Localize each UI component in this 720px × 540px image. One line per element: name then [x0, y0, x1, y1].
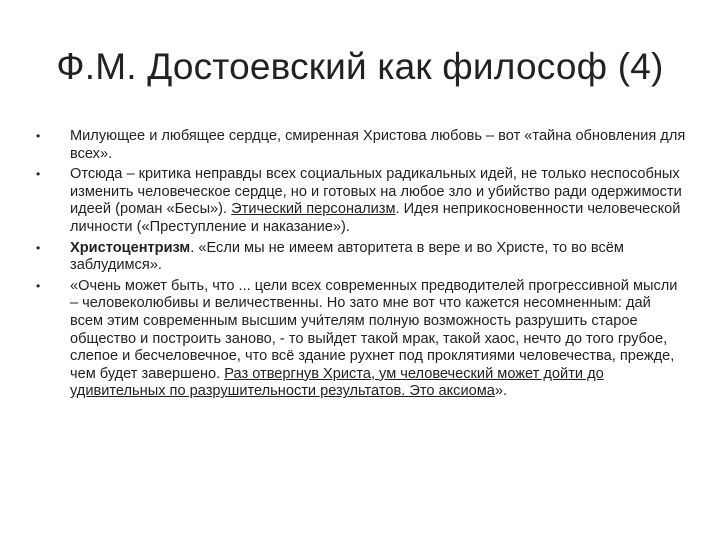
list-item	[36, 240, 686, 275]
bullet-icon: •	[36, 278, 41, 293]
item-text: «Очень может быть, что ... цели всех современных предводителей прогрессивной мысли – человеколюбивы и величественны. Но зато мне вот что кажется несомненным: дай всем этим современным высшим учи́телям полную возможность разрушить старое общество и построить заново, - то выйдет такой мрак, такой хаос, нечто до того грубое, слепое и бесчеловечное, что всё здание рухнет под проклятиями человечества, прежде, чем будет завершено.	[70, 277, 678, 382]
item-text: . «Если мы не имеем авторитета в вере и во Христе, то во всём заблудимся».	[70, 239, 624, 274]
bold-term: Христоцентризм	[70, 239, 191, 256]
item-text: Отсюда – критика неправды всех социальных радикальных идей, не только неспособных изменить человеческое сердце, но и готовых на любое зло и убийство ради одержимости идеей (роман «Бесы»).	[70, 166, 682, 218]
list-item	[36, 166, 686, 236]
bullet-list	[36, 128, 686, 404]
list-item	[36, 128, 686, 163]
underlined-term: Этический персонализм	[231, 201, 396, 218]
bullet-icon: •	[36, 167, 41, 182]
item-text-continued: . Идея неприкосновенности человеческой личности («Преступление и наказание»).	[70, 201, 681, 235]
bullet-icon: •	[36, 240, 41, 255]
slide-title: Ф.М. Достоевский как философ (4)	[56, 46, 664, 87]
underlined-quote: Раз отвергнув Христа, ум человеческий может дойти до удивительных по разрушительности результатов. Это аксиома	[70, 365, 604, 400]
list-item	[36, 278, 686, 401]
item-text-continued: ».	[494, 383, 508, 400]
bullet-icon: •	[36, 129, 41, 143]
item-text: Милующее и любящее сердце, смиренная Христова любовь – вот «тайна обновления для всех».	[70, 128, 686, 162]
